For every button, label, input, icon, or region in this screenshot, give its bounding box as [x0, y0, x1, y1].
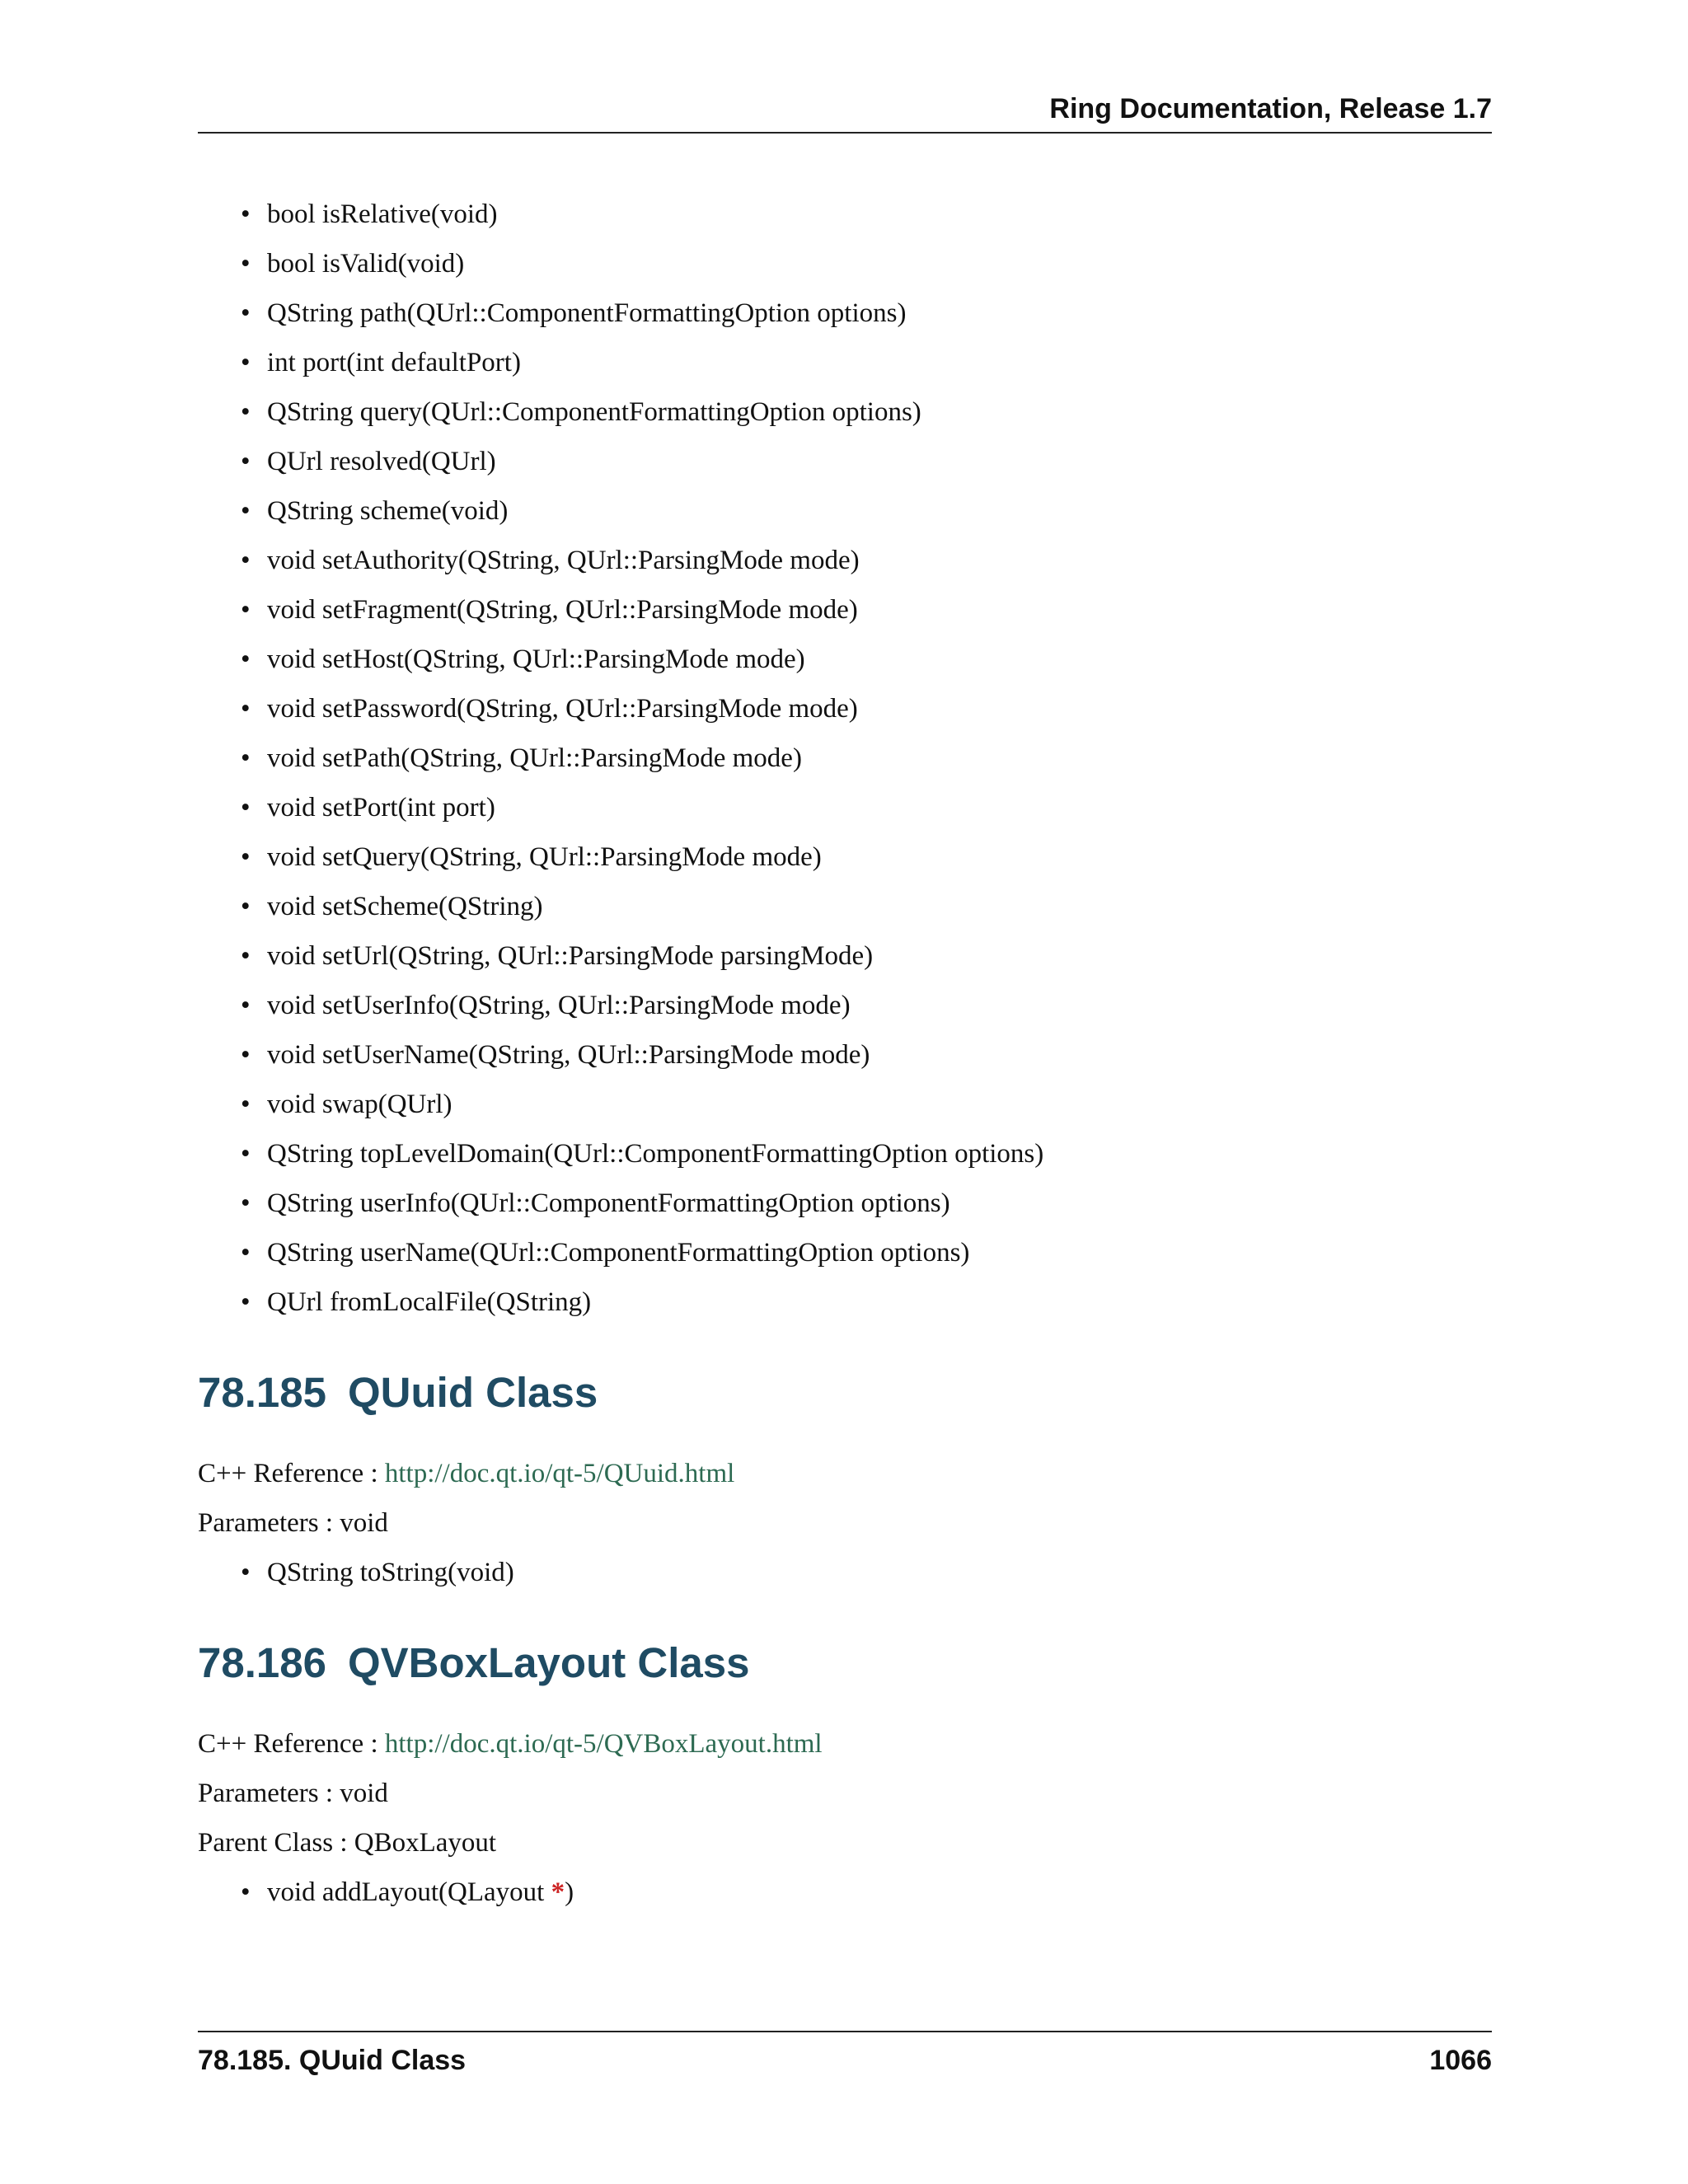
bullet-icon: •: [241, 496, 251, 526]
bullet-icon: •: [241, 1040, 251, 1070]
qurl-method-list: [198, 198, 1492, 1335]
running-header: [198, 92, 1492, 134]
page-content: [198, 198, 1492, 1925]
list-item: • int port(int defaultPort): [241, 348, 521, 377]
list-item: • void setUrl(QString, QUrl::ParsingMode parsingMode): [241, 941, 874, 971]
bullet-icon: •: [241, 793, 251, 823]
footer-section: 78.185. QUuid Class: [198, 2045, 467, 2076]
cpp-reference: [198, 1727, 1492, 1777]
list-item: • void setPassword(QString, QUrl::ParsingMode mode): [241, 694, 858, 724]
parameters-text: Parameters : void: [198, 1508, 388, 1538]
reference-link[interactable]: http://doc.qt.io/qt-5/QUuid.html: [384, 1459, 735, 1488]
bullet-icon: •: [241, 1188, 251, 1218]
list-item: • void setUserName(QString, QUrl::ParsingMode mode): [241, 1040, 870, 1070]
section-title: QUuid Class: [348, 1369, 598, 1416]
reference-link[interactable]: http://doc.qt.io/qt-5/QVBoxLayout.html: [384, 1729, 823, 1759]
list-item: • void addLayout(QLayout *): [241, 1877, 574, 1907]
bullet-icon: •: [241, 644, 251, 674]
parent-class-text: Parent Class : QBoxLayout: [198, 1828, 497, 1858]
reference-label: C++ Reference :: [198, 1459, 385, 1488]
list-item: • QString userName(QUrl::ComponentFormattingOption options): [241, 1238, 970, 1268]
list-item: • QString path(QUrl::ComponentFormattingOption options): [241, 298, 907, 328]
bullet-icon: •: [241, 694, 251, 724]
running-footer: [198, 2031, 1492, 2075]
section-title: QVBoxLayout Class: [348, 1639, 750, 1686]
list-item: • QString query(QUrl::ComponentFormattingOption options): [241, 397, 921, 427]
pointer-star: *: [551, 1877, 565, 1907]
bullet-icon: •: [241, 546, 251, 575]
bullet-icon: •: [241, 199, 251, 229]
bullet-icon: •: [241, 249, 251, 279]
bullet-icon: •: [241, 1877, 251, 1907]
list-item: • bool isRelative(void): [241, 199, 498, 229]
list-item: • void setPort(int port): [241, 793, 495, 823]
bullet-icon: •: [241, 1287, 251, 1317]
list-item: • QString userInfo(QUrl::ComponentFormattingOption options): [241, 1188, 950, 1218]
bullet-icon: •: [241, 1139, 251, 1169]
list-item: • void setScheme(QString): [241, 892, 543, 921]
list-item: • void setPath(QString, QUrl::ParsingMode mode): [241, 743, 802, 773]
bullet-icon: •: [241, 595, 251, 625]
list-item: • QString scheme(void): [241, 496, 509, 526]
list-item: • bool isValid(void): [241, 249, 465, 279]
list-item: • QUrl fromLocalFile(QString): [241, 1287, 592, 1317]
list-item: • void setFragment(QString, QUrl::ParsingMode mode): [241, 595, 858, 625]
bullet-icon: •: [241, 842, 251, 872]
bullet-icon: •: [241, 743, 251, 773]
page-number: 1066: [1429, 2045, 1492, 2076]
list-item: • QUrl resolved(QUrl): [241, 447, 496, 476]
parameters-text: Parameters : void: [198, 1779, 388, 1808]
list-item: • void swap(QUrl): [241, 1090, 452, 1119]
bullet-icon: •: [241, 298, 251, 328]
list-item: • QString topLevelDomain(QUrl::ComponentFormattingOption options): [241, 1139, 1044, 1169]
section-heading-quuid: [198, 1368, 1492, 1418]
list-item: • void setAuthority(QString, QUrl::ParsingMode mode): [241, 546, 860, 575]
section-number: 78.186: [198, 1639, 326, 1686]
list-item: • void setQuery(QString, QUrl::ParsingMode mode): [241, 842, 822, 872]
bullet-icon: •: [241, 991, 251, 1020]
section-heading-qvboxlayout: [198, 1638, 1492, 1688]
bullet-icon: •: [241, 348, 251, 377]
bullet-icon: •: [241, 941, 251, 971]
quuid-method-list: [198, 1556, 1492, 1605]
document-title: Ring Documentation, Release 1.7: [1049, 93, 1492, 124]
cpp-reference: [198, 1457, 1492, 1507]
qvboxlayout-method-list: [198, 1876, 1492, 1925]
list-item: • void setHost(QString, QUrl::ParsingMode mode): [241, 644, 805, 674]
reference-label: C++ Reference :: [198, 1729, 385, 1759]
section-number: 78.185: [198, 1369, 326, 1416]
bullet-icon: •: [241, 1558, 251, 1587]
list-item: • QString toString(void): [241, 1558, 514, 1587]
list-item: • void setUserInfo(QString, QUrl::ParsingMode mode): [241, 991, 851, 1020]
bullet-icon: •: [241, 892, 251, 921]
bullet-icon: •: [241, 1238, 251, 1268]
bullet-icon: •: [241, 397, 251, 427]
bullet-icon: •: [241, 1090, 251, 1119]
bullet-icon: •: [241, 447, 251, 476]
